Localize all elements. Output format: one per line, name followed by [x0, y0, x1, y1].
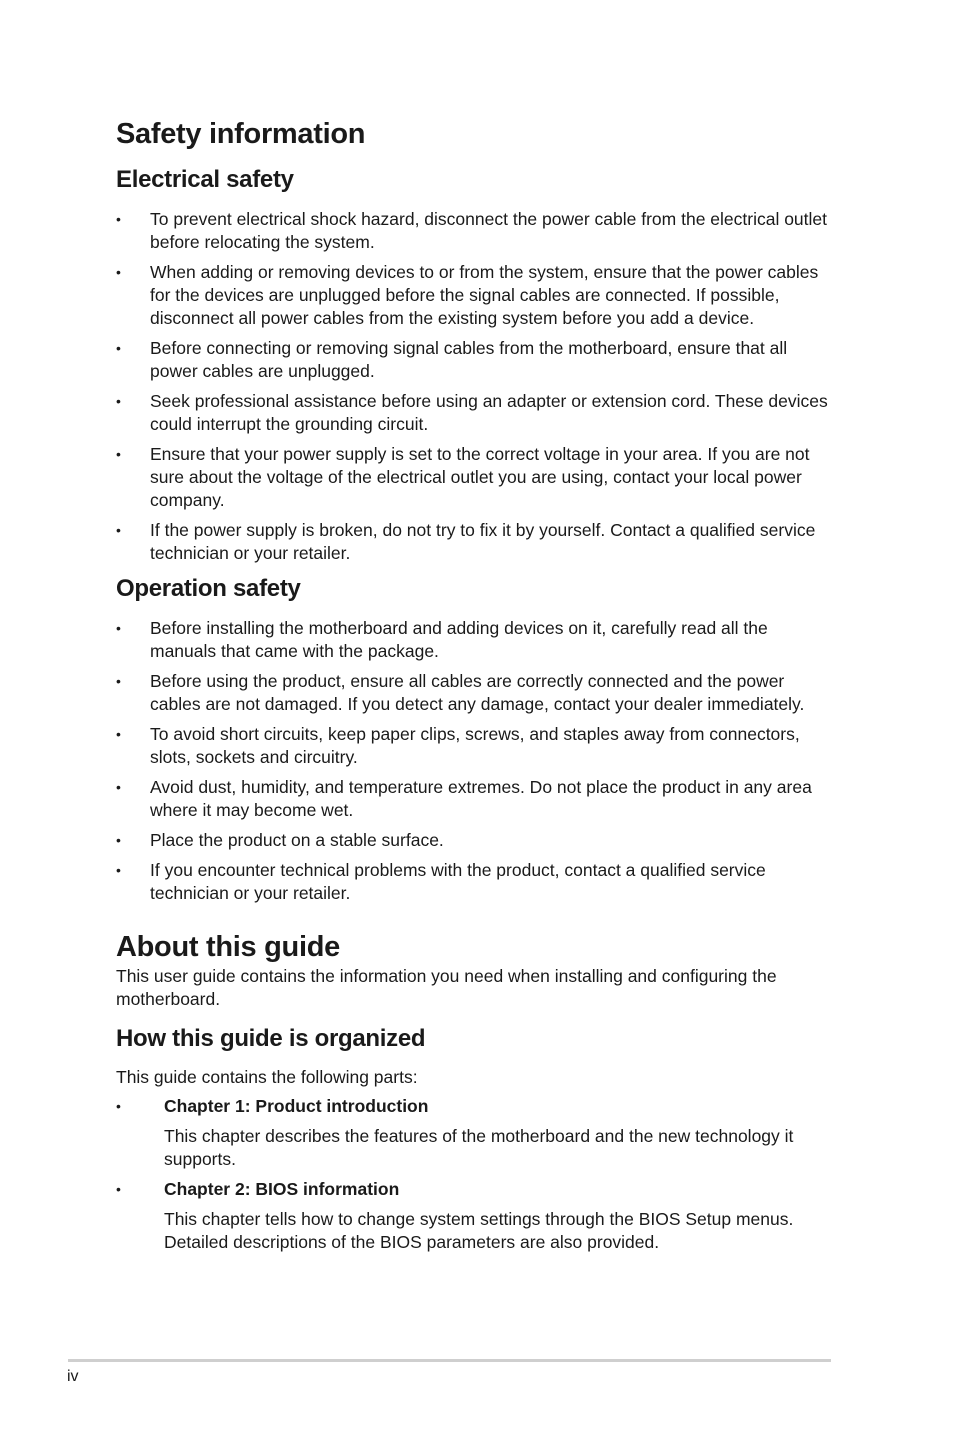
part-description: This chapter tells how to change system settings through the BIOS Setup menus. Detailed descriptions of the BIOS parameters are also provided. — [164, 1209, 794, 1252]
bullet-icon: • — [116, 673, 121, 689]
bullet-icon: • — [116, 1098, 121, 1114]
list-item: • If you encounter technical problems with the product, contact a qualified service technician or your retailer. — [116, 860, 766, 903]
how-guide-organized-heading: How this guide is organized — [116, 1025, 426, 1052]
bullet-icon: • — [116, 726, 121, 742]
list-item: • Ensure that your power supply is set to the correct voltage in your area. If you are not sure about the voltage of the electrical outlet you are using, contact your local power company. — [116, 444, 810, 510]
list-item — [116, 1095, 832, 1171]
bullet-icon: • — [116, 522, 121, 538]
list-item: • To avoid short circuits, keep paper clips, screws, and staples away from connectors, slots, sockets and circuitry. — [116, 724, 800, 767]
about-this-guide-title: About this guide — [116, 931, 340, 963]
bullet-icon: • — [116, 446, 121, 462]
electrical-safety-heading: Electrical safety — [116, 166, 294, 193]
list-item: • Before connecting or removing signal cables from the motherboard, ensure that all power cables are unplugged. — [116, 338, 788, 381]
operation-safety-heading: Operation safety — [116, 575, 301, 602]
bullet-icon: • — [116, 1181, 121, 1197]
list-item: • Before using the product, ensure all cables are correctly connected and the power cables are not damaged. If you detect any damage, contact your dealer immediately. — [116, 671, 805, 714]
page-content — [116, 116, 832, 1261]
part-title: Chapter 2: BIOS information — [164, 1179, 400, 1199]
operation-safety-list — [116, 617, 832, 905]
bullet-icon: • — [116, 211, 121, 227]
part-description: This chapter describes the features of the motherboard and the new technology it supports. — [164, 1126, 794, 1169]
part-title: Chapter 1: Product introduction — [164, 1096, 429, 1116]
bullet-icon: • — [116, 620, 121, 636]
page-number: iv — [67, 1368, 79, 1385]
about-intro-text: This user guide contains the information you need when installing and configuring the motherboard. — [116, 966, 777, 1009]
list-item: • To prevent electrical shock hazard, disconnect the power cable from the electrical outlet before relocating the system. — [116, 209, 828, 252]
bullet-icon: • — [116, 264, 121, 280]
list-item: • When adding or removing devices to or from the system, ensure that the power cables for the devices are unplugged before the signal cables are connected. If possible, disconnect all power cables from the existing system before you add a device. — [116, 262, 819, 328]
bullet-icon: • — [116, 340, 121, 356]
electrical-safety-list — [116, 208, 832, 565]
bullet-icon: • — [116, 393, 121, 409]
list-item: • Avoid dust, humidity, and temperature extremes. Do not place the product in any area where it may become wet. — [116, 777, 812, 820]
list-item: • If the power supply is broken, do not try to fix it by yourself. Contact a qualified service technician or your retailer. — [116, 520, 816, 563]
bullet-icon: • — [116, 779, 121, 795]
list-item: • Place the product on a stable surface. — [116, 830, 444, 850]
footer-divider — [68, 1359, 831, 1362]
organized-lead-text: This guide contains the following parts: — [116, 1067, 418, 1087]
safety-information-title: Safety information — [116, 118, 366, 150]
list-item — [116, 1178, 832, 1254]
list-item: • Seek professional assistance before using an adapter or extension cord. These devices could interrupt the grounding circuit. — [116, 391, 828, 434]
bullet-icon: • — [116, 832, 121, 848]
guide-parts-list — [116, 1095, 832, 1254]
list-item: • Before installing the motherboard and adding devices on it, carefully read all the manuals that came with the package. — [116, 618, 768, 661]
bullet-icon: • — [116, 862, 121, 878]
